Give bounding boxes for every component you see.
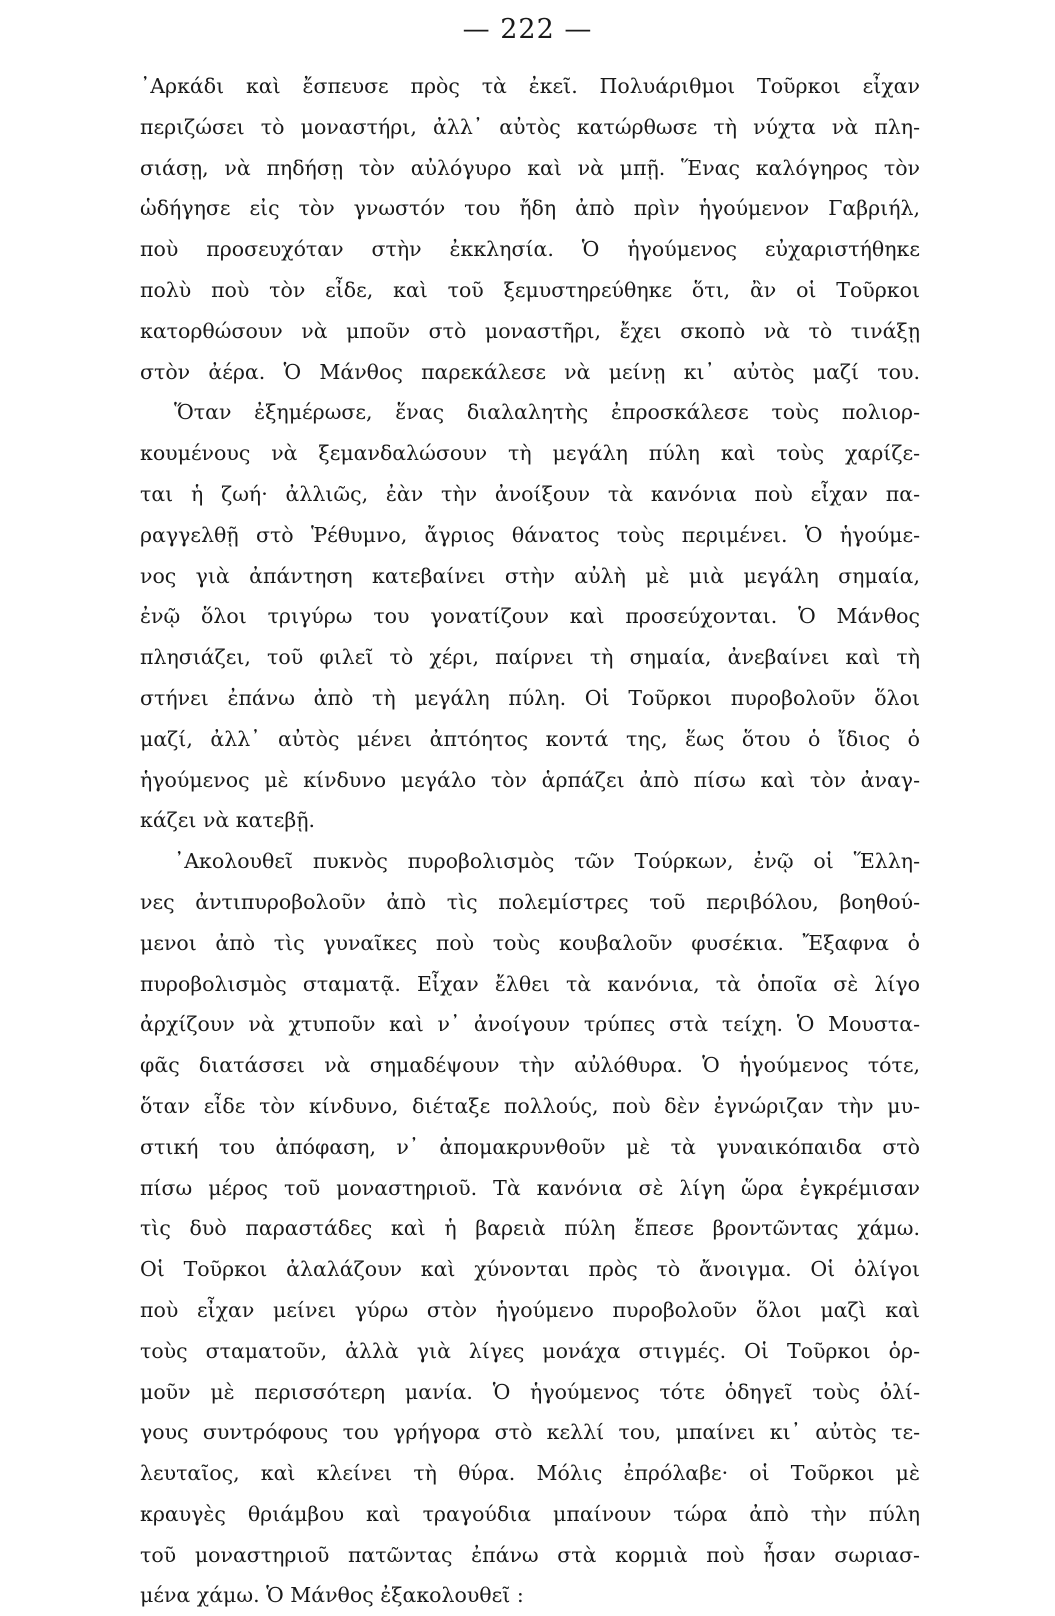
text-line: μαζί, ἀλλ᾿ αὐτὸς μένει ἀπτόητος κοντά της, ἕως ὅτου ὁ ἴδιος ὁ: [140, 726, 920, 751]
text-line: τοῦ μοναστηριοῦ πατῶντας ἐπάνω στὰ κορμιὰ ποὺ ἦσαν σωριασ-: [140, 1542, 920, 1567]
text-line: στήνει ἐπάνω ἀπὸ τὴ μεγάλη πύλη. Οἱ Τοῦρκοι πυροβολοῦν ὅλοι: [140, 685, 920, 710]
text-line: στὸν ἀέρα. Ὁ Μάνθος παρεκάλεσε νὰ μείνῃ κι᾿ αὐτὸς μαζί του.: [140, 359, 920, 384]
text-line: ἐνῷ ὅλοι τριγύρω του γονατίζουν καὶ προσεύχονται. Ὁ Μάνθος: [140, 604, 920, 629]
text-line: λευταῖος, καὶ κλείνει τὴ θύρα. Μόλις ἐπρόλαβε· οἱ Τοῦρκοι μὲ: [140, 1461, 920, 1486]
text-line: νος γιὰ ἀπάντηση κατεβαίνει στὴν αὐλὴ μὲ μιὰ μεγάλη σημαία,: [140, 563, 920, 588]
paragraph-end-line: κάζει νὰ κατεβῇ.: [140, 808, 316, 833]
text-line: κραυγὲς θριάμβου καὶ τραγούδια μπαίνουν τώρα ἀπὸ τὴν πύλη: [140, 1501, 920, 1526]
text-line: ται ἡ ζωή· ἀλλιῶς, ἐὰν τὴν ἀνοίξουν τὰ κανόνια ποὺ εἶχαν πα-: [140, 481, 920, 506]
text-line: πλησιάζει, τοῦ φιλεῖ τὸ χέρι, παίρνει τὴ σημαία, ἀνεβαίνει καὶ τὴ: [140, 645, 920, 670]
text-line: τοὺς σταματοῦν, ἀλλὰ γιὰ λίγες μονάχα στιγμές. Οἱ Τοῦρκοι ὁρ-: [140, 1338, 920, 1363]
text-line: ραγγελθῇ στὸ Ῥέθυμνο, ἄγριος θάνατος τοὺς περιμένει. Ὁ ἡγούμε-: [140, 522, 920, 547]
text-line: κατορθώσουν νὰ μποῦν στὸ μοναστῆρι, ἔχει σκοπὸ νὰ τὸ τινάξῃ: [140, 318, 920, 343]
text-line: στική του ἀπόφαση, ν᾿ ἀπομακρυνθοῦν μὲ τὰ γυναικόπαιδα στὸ: [140, 1134, 920, 1159]
text-line: ᾿Αρκάδι καὶ ἔσπευσε πρὸς τὰ ἐκεῖ. Πολυάριθμοι Τοῦρκοι εἶχαν: [140, 74, 920, 98]
text-line: Οἱ Τοῦρκοι ἀλαλάζουν καὶ χύνονται πρὸς τὸ ἄνοιγμα. Οἱ ὀλίγοι: [140, 1257, 920, 1282]
text-line: ὅταν εἶδε τὸν κίνδυνο, διέταξε πολλούς, ποὺ δὲν ἐγνώριζαν τὴν μυ-: [140, 1093, 920, 1118]
text-line: ἀρχίζουν νὰ χτυποῦν καὶ ν᾿ ἀνοίγουν τρύπες στὰ τείχη. Ὁ Μουστα-: [140, 1012, 920, 1037]
text-line: νες ἀντιπυροβολοῦν ἀπὸ τὶς πολεμίστρες τοῦ περιβόλου, βοηθού-: [140, 889, 920, 914]
text-line: πολὺ ποὺ τὸν εἶδε, καὶ τοῦ ξεμυστηρεύθηκε ὅτι, ἂν οἱ Τοῦρκοι: [140, 277, 920, 302]
body-text: [140, 66, 920, 1616]
text-line: ποὺ προσευχόταν στὴν ἐκκλησία. Ὁ ἡγούμενος εὐχαριστήθηκε: [140, 237, 920, 262]
text-line: μοῦν μὲ περισσότερη μανία. Ὁ ἡγούμενος τότε ὁδηγεῖ τοὺς ὀλί-: [140, 1379, 920, 1404]
paragraph-start-line: Ὅταν ἐξημέρωσε, ἕνας διαλαλητὴς ἐπροσκάλεσε τοὺς πολιορ-: [174, 400, 920, 425]
text-line: πίσω μέρος τοῦ μοναστηριοῦ. Τὰ κανόνια σὲ λίγη ὥρα ἐγκρέμισαν: [140, 1175, 920, 1200]
text-line: τὶς δυὸ παραστάδες καὶ ἡ βαρειὰ πύλη ἔπεσε βροντῶντας χάμω.: [140, 1216, 920, 1241]
page-number: — 222 —: [462, 14, 593, 45]
text-line: πυροβολισμὸς σταματᾷ. Εἶχαν ἔλθει τὰ κανόνια, τὰ ὁποῖα σὲ λίγο: [140, 971, 920, 996]
text-line: περιζώσει τὸ μοναστήρι, ἀλλ᾿ αὐτὸς κατώρθωσε τὴ νύχτα νὰ πλη-: [140, 114, 920, 139]
text-line: ὡδήγησε εἰς τὸν γνωστόν του ἤδη ἀπὸ πρὶν ἡγούμενον Γαβριήλ,: [140, 196, 920, 221]
text-line: κουμένους νὰ ξεμανδαλώσουν τὴ μεγάλη πύλη καὶ τοὺς χαρίζε-: [140, 441, 920, 466]
text-line: φᾶς διατάσσει νὰ σημαδέψουν τὴν αὐλόθυρα. Ὁ ἡγούμενος τότε,: [140, 1053, 920, 1078]
text-line: σιάσῃ, νὰ πηδήσῃ τὸν αὐλόγυρο καὶ νὰ μπῇ. Ἕνας καλόγηρος τὸν: [140, 155, 920, 180]
text-line: ποὺ εἶχαν μείνει γύρω στὸν ἡγούμενο πυροβολοῦν ὅλοι μαζὶ καὶ: [140, 1297, 920, 1322]
paragraph-end-line: μένα χάμω. Ὁ Μάνθος ἐξακολουθεῖ :: [140, 1583, 524, 1608]
text-line: ἡγούμενος μὲ κίνδυνο μεγάλο τὸν ἁρπάζει ἀπὸ πίσω καὶ τὸν ἀναγ-: [140, 767, 920, 792]
text-line: μενοι ἀπὸ τὶς γυναῖκες ποὺ τοὺς κουβαλοῦν φυσέκια. Ἔξαφνα ὁ: [140, 930, 920, 955]
paragraph-start-line: ᾿Ακολουθεῖ πυκνὸς πυροβολισμὸς τῶν Τούρκων, ἐνῷ οἱ Ἕλλη-: [174, 849, 920, 874]
text-line: γους συντρόφους του γρήγορα στὸ κελλί του, μπαίνει κι᾿ αὐτὸς τε-: [140, 1420, 920, 1445]
